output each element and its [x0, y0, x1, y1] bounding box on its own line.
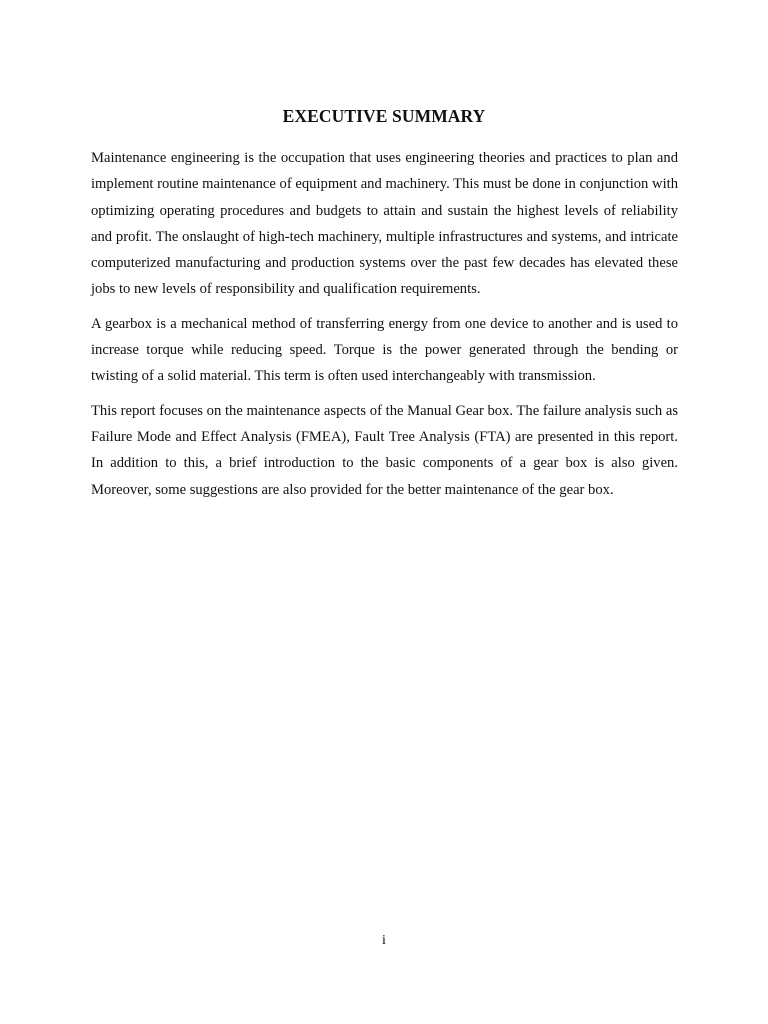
paragraph-maintenance-engineering: Maintenance engineering is the occupation that uses engineering theories and practices to plan and implement routine maintenance of equipment and machinery. This must be done in conjunction with optimizing operating procedures and budgets to attain and sustain the highest levels of reliability and profit. The onslaught of high-tech machinery, multiple infrastructures and systems, and intricate computerized manufacturing and production systems over the past few decades has elevated these jobs to new levels of responsibility and qualification requirements. [91, 150, 678, 298]
summary-body [91, 145, 678, 511]
paragraph-gearbox-definition: A gearbox is a mechanical method of transferring energy from one device to another and is used to increase torque while reducing speed. Torque is the power generated through the bending or twisting of a solid material. This term is often used interchangeably with transmission. [91, 315, 678, 385]
page-number: i [382, 933, 386, 948]
paragraph-report-focus: This report focuses on the maintenance aspects of the Manual Gear box. The failure analysis such as Failure Mode and Effect Analysis (FMEA), Fault Tree Analysis (FTA) are presented in this report. In addition to this, a brief introduction to the basic components of a gear box is also given. Moreover, some suggestions are also provided for the better maintenance of the gear box. [91, 402, 678, 498]
page-title: EXECUTIVE SUMMARY [282, 106, 486, 126]
